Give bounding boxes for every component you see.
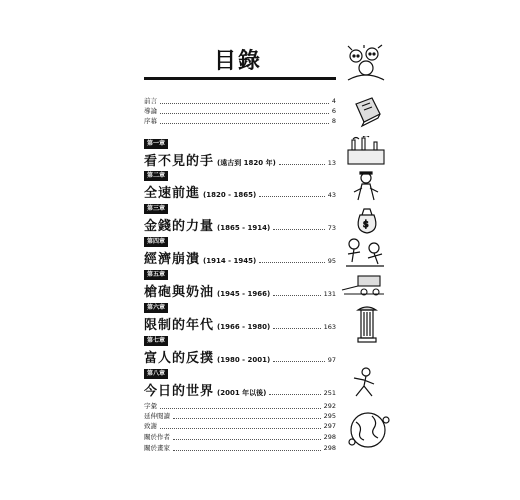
toc-entry-back[interactable]: [144, 432, 336, 441]
chapter-title: 經濟崩潰: [144, 252, 201, 267]
toc-entry-front[interactable]: [144, 106, 336, 115]
dot-leader: [173, 446, 321, 451]
entry-page: 6: [331, 107, 336, 115]
caricature-crowd-illustration: [344, 44, 388, 84]
column-illustration: [352, 304, 382, 344]
toc-entry-front[interactable]: [144, 116, 336, 125]
dot-leader: [273, 357, 325, 362]
chapter-page: 43: [327, 191, 336, 199]
entry-page: 298: [323, 444, 336, 452]
chapter-page: 97: [327, 356, 336, 364]
book-illustration: [350, 94, 384, 128]
toc-entry-chapter[interactable]: [144, 281, 336, 300]
dot-leader: [160, 99, 329, 104]
chapter-title: 槍砲與奶油: [144, 285, 215, 300]
title-divider: [144, 77, 336, 80]
toc-entry-chapter[interactable]: [144, 215, 336, 234]
factory-illustration: [344, 136, 388, 166]
entry-label: 關於畫家: [144, 444, 170, 452]
entry-label: 序幕: [144, 117, 157, 125]
entry-label: 致謝: [144, 422, 157, 430]
dot-leader: [273, 291, 320, 296]
svg-text:$: $: [363, 220, 369, 230]
chapter-years: (1865 - 1914): [217, 224, 271, 232]
cannon-illustration: [340, 272, 388, 298]
chapter-title: 看不見的手: [144, 154, 215, 169]
chapter-years: (遠古到 1820 年): [217, 159, 276, 167]
dot-leader: [269, 390, 320, 395]
entry-page: 8: [331, 117, 336, 125]
chapter-tag: 第七章: [144, 336, 168, 346]
toc-entry-chapter[interactable]: [144, 182, 336, 201]
entry-label: 前言: [144, 97, 157, 105]
entry-page: 292: [323, 402, 336, 410]
toc-entry-chapter[interactable]: [144, 347, 336, 366]
toc-entry-back[interactable]: [144, 443, 336, 452]
globe-illustration: [346, 408, 390, 450]
running-figure-illustration: [346, 366, 384, 398]
chapter-title: 金錢的力量: [144, 219, 215, 234]
chapter-title: 全速前進: [144, 186, 201, 201]
entry-page: 295: [323, 412, 336, 420]
dot-leader: [273, 324, 320, 329]
dot-leader: [160, 404, 321, 409]
toc-entry-back[interactable]: [144, 401, 336, 410]
dot-leader: [173, 414, 321, 419]
businessman-illustration: [348, 170, 384, 202]
chapter-title: 限制的年代: [144, 318, 215, 333]
chapter-page: 73: [327, 224, 336, 232]
entry-page: 298: [323, 433, 336, 441]
toc-entry-front[interactable]: [144, 96, 336, 105]
chapter-title: 富人的反撲: [144, 351, 215, 366]
toc-entry-chapter[interactable]: [144, 314, 336, 333]
entry-label: 關於作者: [144, 433, 170, 441]
dot-leader: [160, 119, 329, 124]
toc-entry-back[interactable]: [144, 411, 336, 420]
entry-label: 導論: [144, 107, 157, 115]
dot-leader: [259, 192, 325, 197]
toc-entry-chapter[interactable]: [144, 380, 336, 399]
chapter-tag: 第四章: [144, 237, 168, 247]
chapter-page: 251: [323, 389, 336, 397]
chapter-years: (2001 年以後): [217, 389, 267, 397]
chapter-years: (1914 - 1945): [203, 257, 257, 265]
chapter-years: (1966 - 1980): [217, 323, 271, 331]
dot-leader: [160, 424, 321, 429]
dot-leader: [173, 435, 321, 440]
chapter-years: (1820 - 1865): [203, 191, 257, 199]
chapter-page: 95: [327, 257, 336, 265]
chapter-years: (1945 - 1966): [217, 290, 271, 298]
chapter-tag: 第二章: [144, 171, 168, 181]
dot-leader: [259, 258, 325, 263]
chapter-title: 今日的世界: [144, 384, 215, 399]
toc-entry-chapter[interactable]: [144, 150, 336, 169]
chapter-tag: 第三章: [144, 204, 168, 214]
entry-page: 297: [323, 422, 336, 430]
chapter-page: 131: [323, 290, 336, 298]
chapter-tag: 第一章: [144, 139, 168, 149]
entry-page: 4: [331, 97, 336, 105]
dot-leader: [273, 225, 325, 230]
chapter-tag: 第八章: [144, 369, 168, 379]
entry-label: 字彙: [144, 402, 157, 410]
page-title: 目錄: [214, 49, 263, 74]
chapter-page: 13: [327, 159, 336, 167]
chapter-years: (1980 - 2001): [217, 356, 271, 364]
crash-illustration: [344, 234, 386, 268]
dot-leader: [160, 109, 329, 114]
toc-entry-chapter[interactable]: [144, 248, 336, 267]
toc-entry-back[interactable]: [144, 421, 336, 430]
money-bag-illustration: [350, 203, 384, 235]
chapter-page: 163: [323, 323, 336, 331]
chapter-tag: 第六章: [144, 303, 168, 313]
entry-label: 延伸閱讀: [144, 412, 170, 420]
dot-leader: [279, 160, 325, 165]
chapter-tag: 第五章: [144, 270, 168, 280]
